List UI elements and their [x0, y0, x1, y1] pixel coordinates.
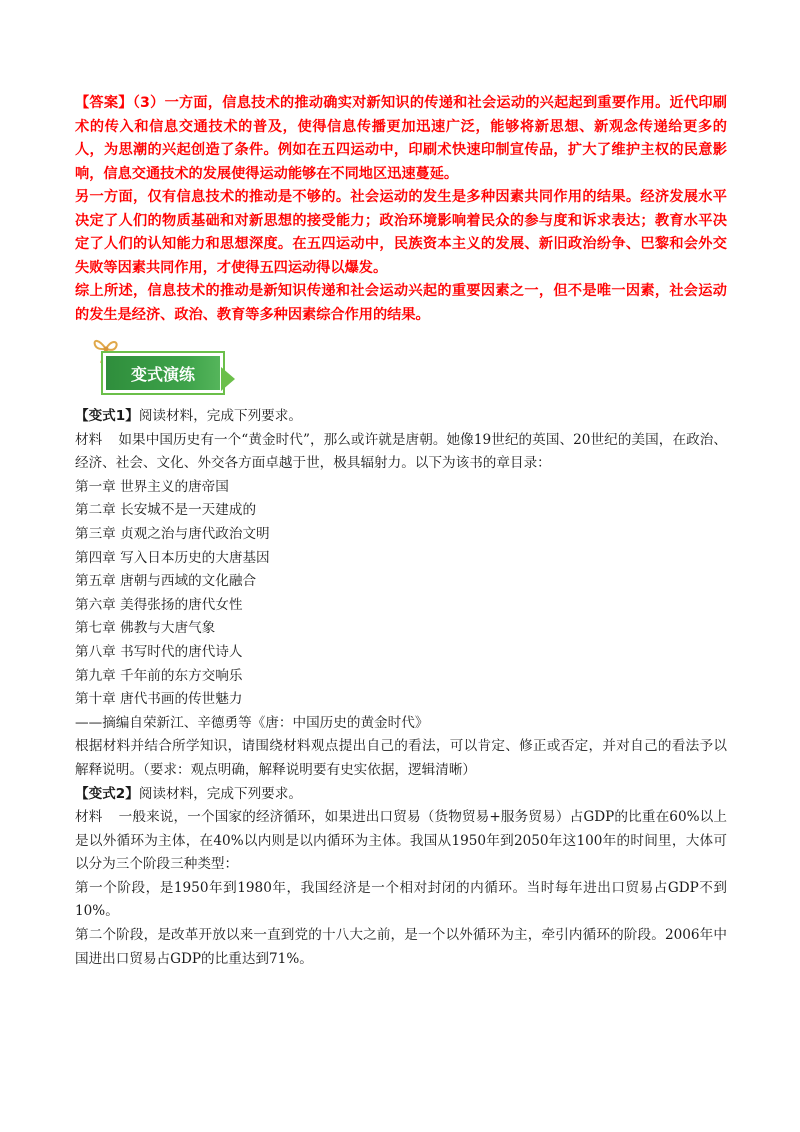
chapter-number: 第九章: [75, 667, 116, 684]
chapter-number: 第七章: [75, 620, 116, 637]
chapter-item: [75, 523, 727, 547]
banner-title: 变式演练: [106, 356, 220, 390]
chapter-title: 千年前的东方交响乐: [120, 667, 243, 684]
variant2-instruction: 阅读材料，完成下列要求。: [138, 785, 302, 802]
variant2-stage-1: 第一个阶段，是1950年到1980年，我国经济是一个相对封闭的内循环。当时每年进出口贸易占GDP不到10%。: [75, 879, 727, 920]
chapter-item: [75, 617, 727, 641]
chapter-item: [75, 665, 727, 689]
chapter-title: 唐朝与西域的文化融合: [120, 573, 257, 590]
chapter-item: [75, 594, 727, 618]
variant2-stage-2: 第二个阶段，是改革开放以来一直到党的十八大之前，是一个以外循环为主，牵引内循环的阶段。2006年中国进出口贸易占GDP的比重达到71%。: [75, 927, 727, 967]
variant1-label: 【变式1】: [75, 408, 139, 424]
chapter-title: 世界主义的唐帝国: [120, 478, 229, 495]
chapter-title: 美得张扬的唐代女性: [120, 596, 243, 613]
variant1-block: [75, 405, 727, 783]
chapter-number: 第八章: [75, 643, 116, 660]
answer-paragraph-2: 另一方面，仅有信息技术的推动是不够的。社会运动的发生是多种因素共同作用的结果。经济发展水平决定了人们的物质基础和对新思想的接受能力；政治环境影响着民众的参与度和诉求表达；教育水平决定了人们的认知能力和思想深度。在五四运动中，民族资本主义的发展、新旧政治纷争、巴黎和会外交失败等因素共同作用，才使得五四运动得以爆发。: [75, 189, 727, 276]
chapter-title: 贞观之治与唐代政治文明: [120, 525, 270, 542]
variant2-material-label: 材料: [75, 809, 103, 826]
banner-arrow: [221, 367, 235, 391]
answer-paragraph-1: 【答案】（3）一方面，信息技术的推动确实对新知识的传递和社会运动的兴起起到重要作用。近代印刷术的传入和信息交通技术的普及，使得信息传播更加迅速广泛，能够将新思想、新观念传递给更多的人，为思潮的兴起创造了条件。例如在五四运动中，印刷术快速印制宣传品，扩大了维护主权的民意影响，信息交通技术的发展使得运动能够在不同地区迅速蔓延。: [75, 95, 727, 182]
variant2-material-text: 一般来说，一个国家的经济循环，如果进出口贸易（货物贸易+服务贸易）占GDP的比重在60%以上是以外循环为主体，在40%以内则是以内循环为主体。我国从1950年到2050年这100年的时间里，大体可以分为三个阶段三种类型：: [75, 809, 727, 873]
chapter-item: [75, 570, 727, 594]
chapter-number: 第五章: [75, 573, 116, 590]
answer-paragraph-3: 综上所述，信息技术的推动是新知识传递和社会运动兴起的重要因素之一，但不是唯一因素，社会运动的发生是经济、政治、教育等多种因素综合作用的结果。: [75, 283, 727, 323]
banner-frame: [101, 351, 225, 395]
chapter-number: 第六章: [75, 596, 116, 613]
section-banner: [75, 341, 727, 399]
variant2-block: [75, 783, 727, 972]
chapter-title: 书写时代的唐代诗人: [120, 643, 243, 660]
variant2-heading: [75, 783, 727, 807]
variant1-source: ——摘编自荣新江、辛德勇等《唐：中国历史的黄金时代》: [75, 714, 429, 731]
chapter-title: 佛教与大唐气象: [120, 620, 216, 637]
chapter-item: [75, 688, 727, 712]
variant2-material: [75, 806, 727, 877]
chapter-title: 唐代书画的传世魅力: [120, 691, 243, 708]
chapter-item: [75, 547, 727, 571]
variant1-material: [75, 429, 727, 476]
chapter-number: 第十章: [75, 691, 116, 708]
chapter-number: 第三章: [75, 525, 116, 542]
variant1-question: 根据材料并结合所学知识，请围绕材料观点提出自己的看法，可以肯定、修正或否定，并对自己的看法予以解释说明。（要求：观点明确，解释说明要有史实依据，逻辑清晰）: [75, 738, 727, 778]
variant2-label: 【变式2】: [75, 785, 139, 802]
chapter-number: 第四章: [75, 549, 116, 566]
chapter-title: 写入日本历史的大唐基因: [120, 549, 270, 566]
variant1-material-label: 材料: [75, 431, 103, 448]
chapter-item: [75, 499, 727, 523]
chapter-title: 长安城不是一天建成的: [120, 502, 257, 519]
chapter-number: 第二章: [75, 502, 116, 519]
variant1-instruction: 阅读材料，完成下列要求。: [138, 408, 302, 424]
answer-block: [75, 92, 727, 327]
chapter-item: [75, 476, 727, 500]
variant1-material-text: 如果中国历史有一个“黄金时代”，那么或许就是唐朝。她像19世纪的英国、20世纪的美国，在政治、经济、社会、文化、外交各方面卓越于世，极具辐射力。以下为该书的章目录：: [75, 431, 728, 472]
chapter-item: [75, 641, 727, 665]
chapter-number: 第一章: [75, 478, 116, 495]
page-content: [75, 92, 727, 971]
variant1-heading: [75, 405, 727, 429]
